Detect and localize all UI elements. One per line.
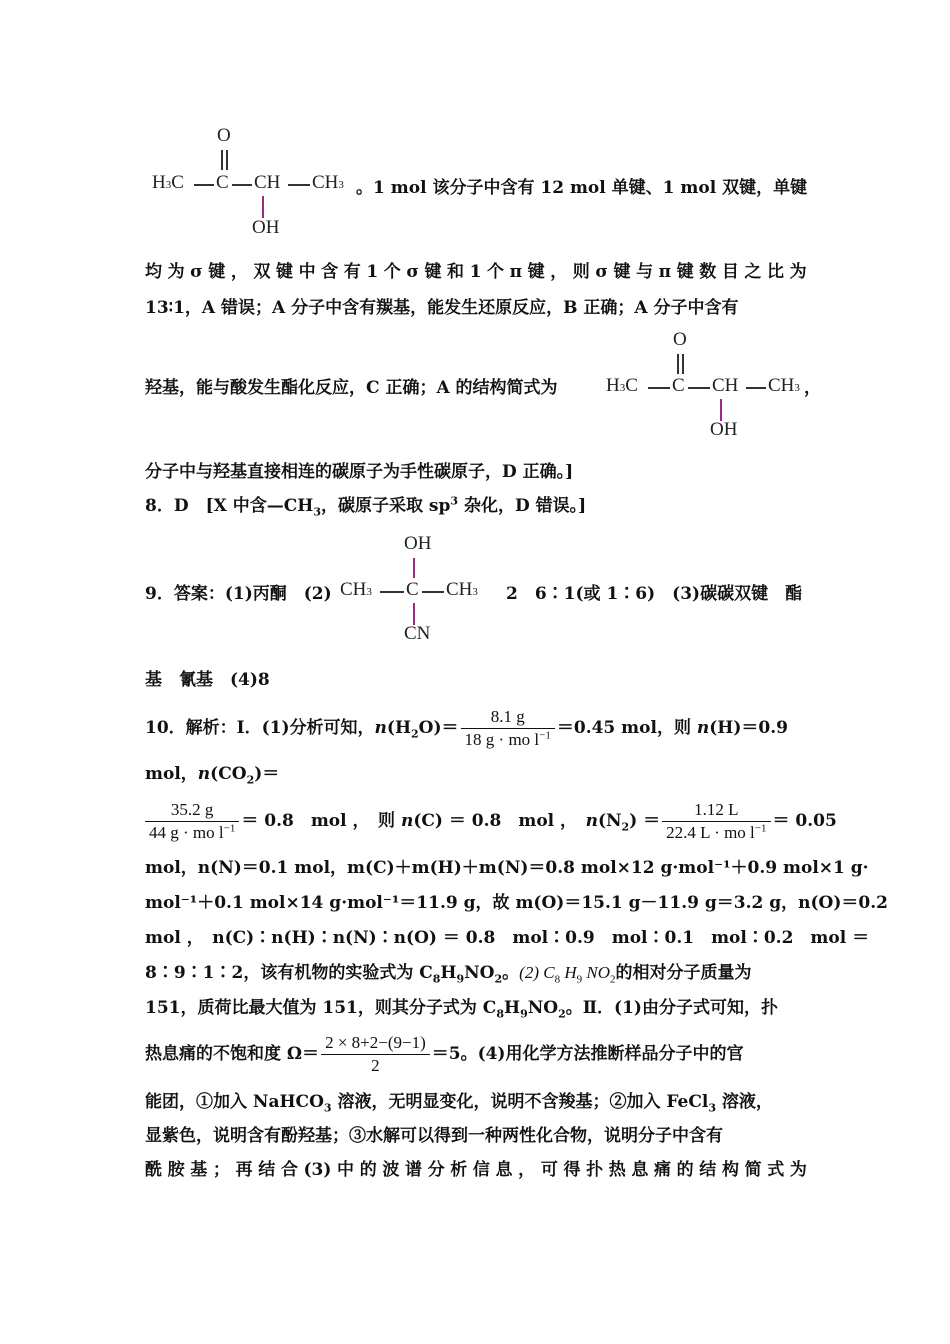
analysis-10-line-1: 10．解析：Ⅰ．(1)分析可知，$n(H_2O)=$ $\frac{8.1 g}{18 g \cdot mo l^{-1}}$ ＝0.45 mol，则 n(H)＝0.9 xyxy=(145,707,788,749)
line2-char: 键 xyxy=(424,262,442,282)
line2-char: 与 xyxy=(636,262,654,282)
line2-char: π xyxy=(658,262,672,282)
line2-char: 键 xyxy=(613,262,631,282)
line12-char: 结 xyxy=(258,1160,276,1180)
line2-char: 双 xyxy=(253,262,271,282)
line4-comma: ， xyxy=(804,378,821,398)
struct2-ch: CH xyxy=(712,375,739,396)
analysis-10-line-8: 151，质荷比最大值为 151，则其分子式为 $C_8H_9NO_2$。Ⅱ．(1)由分子式可知，扑 xyxy=(145,998,778,1021)
text-line-3 xyxy=(145,296,807,320)
analysis-10-line-7: 8∶9∶1∶2，该有机物的实验式为 $C_8H_9NO_2$。(2) $C_8$ $H_9$ $NO_2$的相对分子质量为 xyxy=(145,963,752,986)
line2-char: 个 xyxy=(383,262,401,282)
text-line-1 xyxy=(356,176,807,200)
line2-char: 比 xyxy=(767,262,784,282)
structure-formula-1 xyxy=(150,124,360,240)
line12-char: 中 xyxy=(337,1160,355,1180)
line2-char: 中 xyxy=(298,262,316,282)
line2-char: ， xyxy=(550,262,568,282)
struct3-ch3-right: CH3 xyxy=(446,579,478,600)
line12-char: 分 xyxy=(427,1160,445,1180)
struct1-oxygen: O xyxy=(217,125,231,146)
line2-char: 有 xyxy=(343,262,361,282)
fraction-n2: $\frac{1.12 L}{22.4 L \cdot mo l^{-1}}$ xyxy=(662,799,770,844)
line12-char: 息 xyxy=(631,1160,649,1180)
fraction-water: $\frac{8.1 g}{18 g \cdot mo l^{-1}}$ xyxy=(461,706,555,751)
line2-char: σ xyxy=(190,262,203,282)
text-line-2 xyxy=(145,260,807,284)
struct1-bond-3 xyxy=(288,184,310,186)
struct2-ch3: CH3 xyxy=(768,375,800,396)
line1-text: 。1 mol 该分子中含有 12 mol 单键、1 mol 双键，单键 xyxy=(356,178,808,198)
struct2-double-bond-a xyxy=(677,354,679,374)
fraction-unsaturation: $\frac{2 \times 8+2-(9-1)}{2}$ xyxy=(321,1032,430,1077)
struct1-bond-2 xyxy=(232,184,252,186)
struct3-bond-left xyxy=(380,591,404,593)
line2-char: 1 xyxy=(469,262,482,282)
line12-char: 简 xyxy=(744,1160,762,1180)
line12-char: 痛 xyxy=(654,1160,672,1180)
line12-char: 波 xyxy=(382,1160,400,1180)
line2-char: 为 xyxy=(789,262,807,282)
line12-char: 热 xyxy=(608,1160,626,1180)
struct2-h3c: H3C xyxy=(606,375,638,396)
line2-char: 之 xyxy=(744,262,762,282)
struct3-bond-right xyxy=(422,591,444,593)
answer-9-tail: 2 6∶1(或 1∶6) (3)碳碳双键 酯 xyxy=(506,584,803,604)
line2-char: ， xyxy=(230,262,248,282)
line2-char: π xyxy=(509,262,523,282)
line12-char: 再 xyxy=(235,1160,253,1180)
line12-char: 胺 xyxy=(167,1160,185,1180)
struct2-oh-bond xyxy=(720,399,722,421)
line2-char: 和 xyxy=(447,262,465,282)
line2-char: σ xyxy=(406,262,419,282)
struct1-hydroxyl: OH xyxy=(252,217,280,238)
line12-char: 的 xyxy=(676,1160,694,1180)
line12-char: 的 xyxy=(359,1160,377,1180)
line12-char: ； xyxy=(212,1160,230,1180)
answer-9-line-2: 基 氰基 (4)8 xyxy=(145,670,270,690)
formula-c8h9no2: (2) $C_8$ $H_9$ $NO_2$ xyxy=(519,963,616,986)
line12-char: 结 xyxy=(699,1160,717,1180)
line2-char: 键 xyxy=(208,262,226,282)
line12-char: 信 xyxy=(472,1160,490,1180)
line12-char: ， xyxy=(518,1160,536,1180)
struct2-bond-3 xyxy=(746,387,766,389)
struct2-bond-1 xyxy=(648,387,670,389)
structure-formula-3 xyxy=(338,532,498,648)
line12-char: 合 xyxy=(280,1160,298,1180)
analysis-10-line-3: $\frac{35.2 g}{44 g \cdot mo l^{-1}}$ ＝ 0.8 mol ， 则 n(C) ＝ 0.8 mol ， $n(N_2)$ ＝ $\frac{1.12 L}{22.4 L \cdot mo l^{-1}}$ ＝ 0.05 xyxy=(145,798,807,844)
struct3-carbon: C xyxy=(406,579,419,600)
line2-char: 键 xyxy=(676,262,694,282)
struct1-bond-1 xyxy=(194,184,214,186)
struct3-cyano: CN xyxy=(404,623,431,644)
analysis-10-line-2: mol，$n(CO_2)=$ xyxy=(145,764,280,787)
analysis-10-line-5: mol⁻¹＋0.1 mol×14 g·mol⁻¹＝11.9 g，故 m(O)＝15.1 g－11.9 g＝3.2 g，n(O)＝0.2 xyxy=(145,893,888,913)
line2-char: 则 xyxy=(572,262,590,282)
line12-char: 构 xyxy=(721,1160,739,1180)
struct3-cn-bond xyxy=(413,603,415,625)
line12-char: 式 xyxy=(767,1160,785,1180)
struct2-oxygen: O xyxy=(673,329,687,350)
line2-char: 个 xyxy=(487,262,505,282)
fraction-co2: $\frac{35.2 g}{44 g \cdot mo l^{-1}}$ xyxy=(145,799,239,844)
line12-char: (3) xyxy=(303,1160,332,1180)
line2-char: 键 xyxy=(276,262,294,282)
struct2-double-bond-b xyxy=(682,354,684,374)
struct1-ch3: CH3 xyxy=(312,172,344,193)
analysis-10-line-10: 能团，①加入 NaHCO$_3$ 溶液，无明显变化，说明不含羧基；②加入 FeCl$_3$ 溶液， xyxy=(145,1092,773,1115)
struct1-oh-bond xyxy=(262,196,264,218)
struct3-oh-bond xyxy=(413,558,415,578)
struct1-h3c: H3C xyxy=(152,172,184,193)
line3-text: 13∶1，A 错误；A 分子中含有羰基，能发生还原反应，B 正确；A 分子中含有 xyxy=(145,298,739,318)
line2-char: 目 xyxy=(721,262,739,282)
line2-char: 均 xyxy=(145,262,162,282)
line5-text: 分子中与羟基直接相连的碳原子为手性碳原子，D 正确。] xyxy=(145,462,574,482)
struct3-hydroxyl: OH xyxy=(404,533,432,554)
struct1-double-bond-a xyxy=(221,150,223,170)
line12-char: 扑 xyxy=(586,1160,604,1180)
line12-char: 得 xyxy=(563,1160,581,1180)
line2-char: σ xyxy=(595,262,608,282)
struct1-carbonyl-carbon: C xyxy=(216,172,229,193)
line2-char: 数 xyxy=(699,262,717,282)
line12-char: 基 xyxy=(190,1160,208,1180)
line2-char: 1 xyxy=(366,262,379,282)
analysis-10-line-9: 热息痛的不饱和度 Ω＝ $\frac{2 \times 8+2-(9-1)}{2}$ ＝5。(4)用化学方法推断样品分子中的官 xyxy=(145,1033,744,1075)
line4-text: 羟基，能与酸发生酯化反应，C 正确；A 的结构简式为 xyxy=(145,378,558,398)
analysis-10-line-11: 显紫色，说明含有酚羟基；③水解可以得到一种两性化合物，说明分子中含有 xyxy=(145,1126,723,1146)
line12-char: 谱 xyxy=(404,1160,422,1180)
line12-char: 为 xyxy=(789,1160,807,1180)
struct3-ch3-left: CH3 xyxy=(340,579,372,600)
struct2-bond-2 xyxy=(688,387,710,389)
text-line-5 xyxy=(145,460,807,484)
struct1-double-bond-b xyxy=(226,150,228,170)
analysis-10-line-4: mol，n(N)＝0.1 mol，m(C)＋m(H)＋m(N)＝0.8 mol×12 g·mol⁻¹＋0.9 mol×1 g· xyxy=(145,858,869,878)
line2-char: 键 xyxy=(527,262,545,282)
struct1-ch: CH xyxy=(254,172,281,193)
struct2-hydroxyl: OH xyxy=(710,419,738,440)
analysis-10-line-6: mol ， n(C)∶n(H)∶n(N)∶n(O) ＝ 0.8 mol∶0.9 mol∶0.1 mol∶0.2 mol ＝ xyxy=(145,928,870,948)
line12-char: 息 xyxy=(495,1160,513,1180)
line2-char: 含 xyxy=(321,262,339,282)
line2-char: 为 xyxy=(167,262,185,282)
struct2-carbonyl-carbon: C xyxy=(672,375,685,396)
line12-char: 可 xyxy=(540,1160,558,1180)
line12-char: 析 xyxy=(450,1160,468,1180)
line12-char: 酰 xyxy=(145,1160,162,1180)
answer-9-head: 9．答案：(1)丙酮 (2) xyxy=(145,584,332,604)
structure-formula-2 xyxy=(604,328,814,444)
text-line-4-tail xyxy=(804,376,821,400)
analysis-10-line-12 xyxy=(145,1158,807,1182)
answer-8: 8．D [X 中含$—CH_3$，碳原子采取 $sp^3$ 杂化，D 错误。] xyxy=(145,494,587,519)
